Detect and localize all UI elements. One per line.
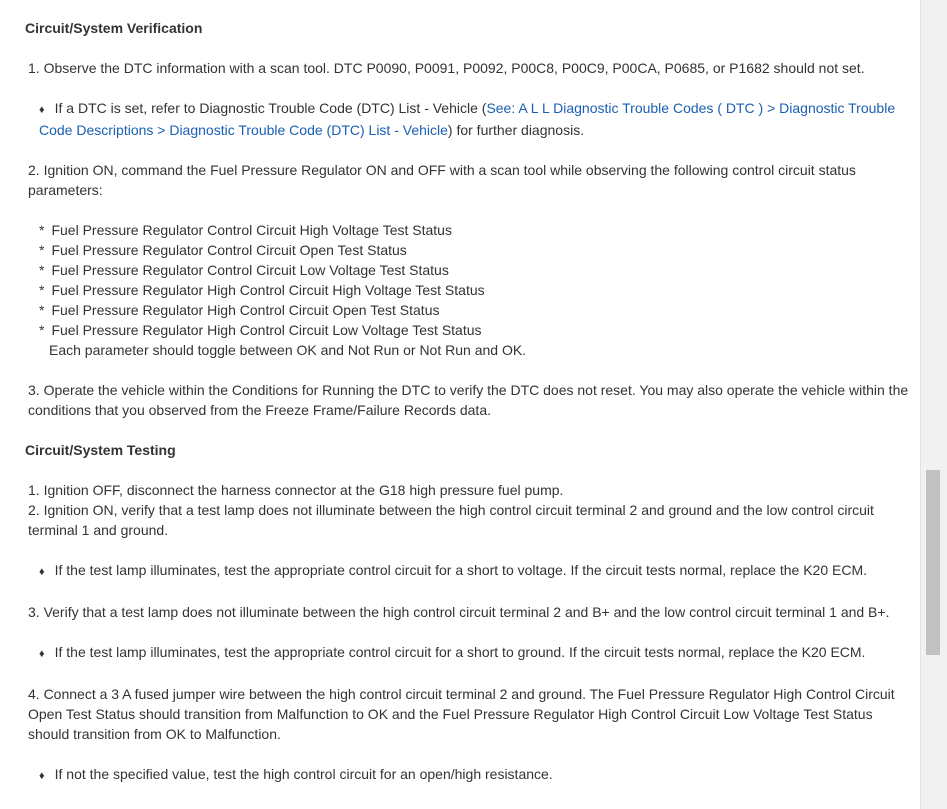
verification-step-1: 1. Observe the DTC information with a scan tool. DTC P0090, P0091, P0092, P00C8, P00C9, P00CA, P0685, or P1682 should not set.: [28, 60, 865, 76]
testing-step-2: 2. Ignition ON, verify that a test lamp does not illuminate between the high control circuit terminal 2 and ground and the low control circuit terminal 1 and ground.: [28, 502, 874, 538]
parameter-item: * Fuel Pressure Regulator High Control Circuit Low Voltage Test Status: [39, 322, 482, 338]
document-content: [25, 0, 910, 786]
testing-step-4: 4. Connect a 3 A fused jumper wire between the high control circuit terminal 2 and ground. The Fuel Pressure Regulator High Control Circuit Open Test Status should transition from Malfunction to OK and the Fuel Pressure Regulator High Control Circuit Low Voltage Test Status should transition from OK to Malfunction.: [28, 686, 895, 742]
testing-step-1: 1. Ignition OFF, disconnect the harness connector at the G18 high pressure fuel pump.: [28, 482, 564, 498]
diamond-bullet-icon: ♦: [39, 566, 45, 578]
dtc-list-link[interactable]: See: A L L Diagnostic Trouble Codes ( DTC ) > Diagnostic Trouble Code Descriptions > Diagnostic Trouble Code (DTC) List - Vehicle: [39, 100, 896, 138]
parameter-item: * Fuel Pressure Regulator Control Circuit Open Test Status: [39, 242, 407, 258]
testing-step-4-bullet: ♦ If not the specified value, test the high control circuit for an open/high resistance.: [39, 766, 553, 782]
parameter-item: * Fuel Pressure Regulator High Control Circuit High Voltage Test Status: [39, 282, 485, 298]
parameter-item: * Fuel Pressure Regulator Control Circuit High Voltage Test Status: [39, 222, 452, 238]
diamond-bullet-icon: ♦: [39, 648, 45, 660]
verification-step-1-bullet: ♦ If a DTC is set, refer to Diagnostic Trouble Code (DTC) List - Vehicle (See: A L L Diagnostic Trouble Codes ( DTC ) > Diagnostic Trouble Code Descriptions > Diagnostic Trouble Code (DTC) List - Vehicle) for further diagnosis.: [39, 100, 896, 138]
diamond-bullet-icon: ♦: [39, 770, 45, 782]
verification-step-2: 2. Ignition ON, command the Fuel Pressure Regulator ON and OFF with a scan tool while observing the following control circuit status parameters:: [28, 162, 856, 198]
vertical-scrollbar[interactable]: [920, 0, 947, 809]
verification-step-3: 3. Operate the vehicle within the Conditions for Running the DTC to verify the DTC does not reset. You may also operate the vehicle within the conditions that you observed from the Freeze Frame/Failure Records data.: [28, 382, 909, 418]
parameters-note: Each parameter should toggle between OK and Not Run or Not Run and OK.: [49, 342, 527, 358]
parameter-item: * Fuel Pressure Regulator Control Circuit Low Voltage Test Status: [39, 262, 449, 278]
diamond-bullet-icon: ♦: [39, 104, 45, 116]
section-heading-verification: Circuit/System Verification: [25, 20, 203, 36]
section-heading-testing: Circuit/System Testing: [25, 442, 176, 458]
testing-step-3: 3. Verify that a test lamp does not illuminate between the high control circuit terminal 2 and B+ and the low control circuit terminal 1 and B+.: [28, 604, 890, 620]
parameter-item: * Fuel Pressure Regulator High Control Circuit Open Test Status: [39, 302, 440, 318]
scrollbar-thumb[interactable]: [926, 470, 940, 655]
testing-step-3-bullet: ♦ If the test lamp illuminates, test the appropriate control circuit for a short to ground. If the circuit tests normal, replace the K20 ECM.: [39, 644, 866, 660]
testing-step-2-bullet: ♦ If the test lamp illuminates, test the appropriate control circuit for a short to voltage. If the circuit tests normal, replace the K20 ECM.: [39, 562, 867, 578]
